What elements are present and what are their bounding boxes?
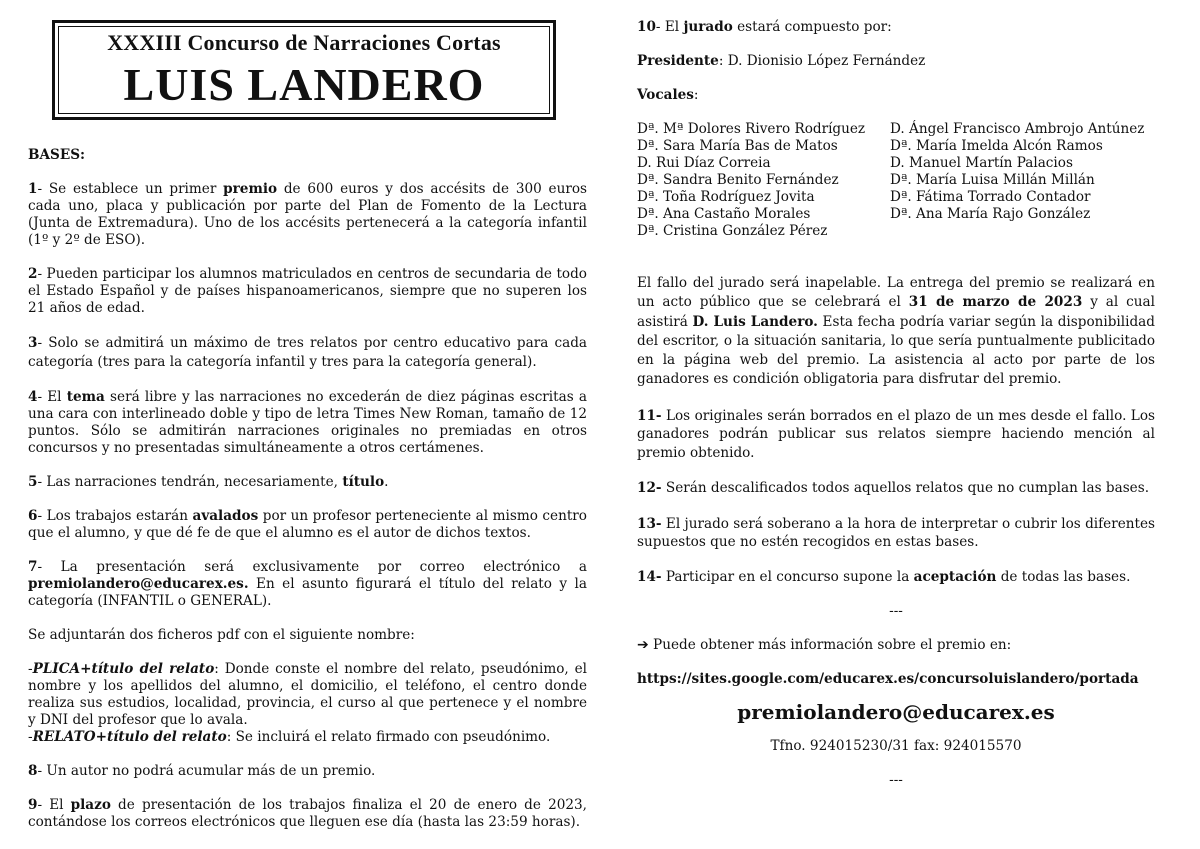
base-14: 14- Participar en el concurso supone la aceptación de todas las bases. — [637, 568, 1131, 585]
plica-description: -PLICA+título del relato: Donde conste el nombre del relato, pseudónimo, el nombre y los apellidos del alumno, el domicilio, el teléfono, el centro donde realiza sus estudios, localidad, provincia, el curso al que pertenece y el nombre y DNI del profesor que lo avala. — [28, 661, 587, 728]
base-4: 4- El tema será libre y las narraciones no excederán de diez páginas escritas a una cara con interlineado doble y tipo de letra Times New Roman, tamaño de 12 puntos. Sólo se admitirán narraciones originales no premiadas en otros concursos y no presentadas simultáneamente a otros certámenes. — [28, 389, 587, 456]
base-13: 13- El jurado será soberano a la hora de interpretar o cubrir los diferentes supuestos que no estén recogidos en estas bases. — [637, 515, 1155, 551]
base-2: 2- Pueden participar los alumnos matriculados en centros de secundaria de todo el Estado Español y de países hispanoamericanos, siempre que no superen los 21 años de edad. — [28, 266, 587, 316]
base-8: 8- Un autor no podrá acumular más de un premio. — [28, 763, 376, 779]
base-9: 9- El plazo de presentación de los trabajos finaliza el 20 de enero de 2023, contándose los correos electrónicos que lleguen ese día (hasta las 23:59 horas). — [28, 797, 587, 830]
base-1: 1- Se establece un primer premio de 600 euros y dos accésits de 300 euros cada uno, placa y publicación por parte del Plan de Fomento de la Lectura (Junta de Extremadura). Uno de los accésits pertenecerá a la categoría infantil (1º y 2º de ESO). — [28, 181, 588, 248]
base-11: 11- Los originales serán borrados en el plazo de un mes desde el fallo. Los ganadores podrán publicar sus relatos siempre haciendo mención al premio obtenido. — [637, 407, 1155, 461]
website-link[interactable]: https://sites.google.com/educarex.es/concursoluislandero/portada — [637, 670, 1139, 687]
vocal-item: Dª. Ana Castaño Morales — [637, 206, 811, 222]
vocal-item: D. Ángel Francisco Ambrojo Antúnez — [890, 121, 1145, 137]
attachments-intro: Se adjuntarán dos ficheros pdf con el siguiente nombre: — [28, 627, 415, 643]
author-name-title: LUIS LANDERO — [123, 59, 485, 110]
vocal-item: Dª. María Imelda Alcón Ramos — [890, 138, 1103, 154]
jury-vocales-heading: Vocales: — [637, 87, 699, 103]
vocal-item: Dª. Ana María Rajo González — [890, 206, 1091, 222]
title-box — [52, 20, 556, 120]
arrow-right-icon: ➔ — [637, 636, 649, 653]
vocal-item: Dª. Toña Rodríguez Jovita — [637, 189, 815, 205]
base-3: 3- Solo se admitirá un máximo de tres relatos por centro educativo para cada categoría (tres para la categoría infantil y tres para la categoría general). — [28, 335, 587, 370]
base-10: 10- El jurado estará compuesto por: — [637, 19, 892, 35]
left-column — [28, 147, 587, 831]
relato-description: -RELATO+título del relato: Se incluirá el relato firmado con pseudónimo. — [28, 729, 551, 745]
base-6: 6- Los trabajos estarán avalados por un profesor perteneciente al mismo centro que el alumno, y que dé fe de que el alumno es el autor de dichos textos. — [28, 508, 587, 541]
vocal-item: Dª. Mª Dolores Rivero Rodríguez — [637, 121, 866, 137]
contact-email[interactable]: premiolandero@educarex.es — [737, 699, 1055, 724]
vocal-item: Dª. Sara María Bas de Matos — [637, 138, 838, 154]
separator-bottom: --- — [889, 771, 903, 788]
base-12: 12- Serán descalificados todos aquellos relatos que no cumplan las bases. — [637, 480, 1150, 497]
jury-president: Presidente: D. Dionisio López Fernández — [637, 53, 926, 69]
more-info-line: ➔ Puede obtener más información sobre el premio en: — [637, 636, 1012, 653]
verdict-paragraph: El fallo del jurado será inapelable. La entrega del premio se realizará en un acto público que se celebrará el 31 de marzo de 2023 y al cual asistirá D. Luis Landero. Esta fecha podría variar según la disponibilidad del escritor, o la situación sanitaria, lo que sería puntualmente publicitado en la página web del premio. La asistencia al acto por parte de los ganadores es condición obligatoria para disfrutar del premio. — [637, 275, 1155, 388]
base-5: 5- Las narraciones tendrán, necesariamente, título. — [28, 474, 389, 490]
vocal-item: D. Rui Díaz Correia — [637, 155, 771, 171]
vocales-column-1 — [637, 121, 865, 240]
vocales-column-2 — [890, 121, 1144, 223]
vocal-item: Dª. Sandra Benito Fernández — [637, 172, 839, 188]
vocal-item: Dª. Fátima Torrado Contador — [890, 189, 1091, 205]
separator: --- — [889, 602, 903, 619]
phone-fax: Tfno. 924015230/31 fax: 924015570 — [770, 737, 1022, 754]
bases-heading: BASES: — [28, 147, 86, 163]
base-7: 7- La presentación será exclusivamente por correo electrónico a premiolandero@educarex.es. En el asunto figurará el título del relato y la categoría (INFANTIL o GENERAL). — [28, 559, 587, 609]
vocal-item: D. Manuel Martín Palacios — [890, 155, 1073, 171]
contest-title: XXXIII Concurso de Narraciones Cortas — [107, 30, 501, 55]
jury-vocales-list — [637, 121, 1155, 241]
right-column — [637, 19, 1155, 789]
vocal-item: Dª. Cristina González Pérez — [637, 223, 828, 239]
vocal-item: Dª. María Luisa Millán Millán — [890, 172, 1095, 188]
